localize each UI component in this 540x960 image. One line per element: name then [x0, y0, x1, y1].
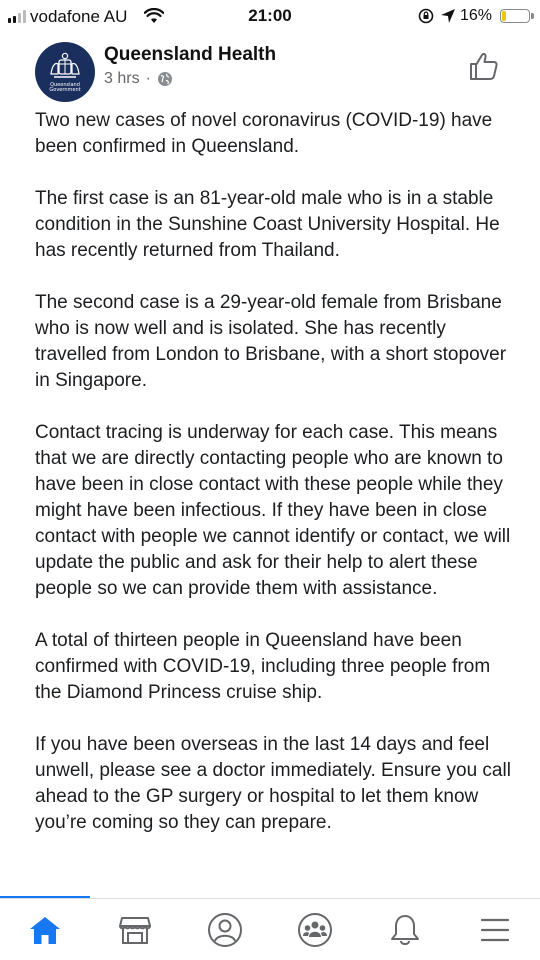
post-paragraph: Two new cases of novel coronavirus (COVID-19) have been confirmed in Queensland. — [35, 110, 493, 157]
battery-icon — [500, 9, 530, 23]
page-name[interactable]: Queensland Health — [104, 44, 277, 65]
status-bar — [0, 0, 540, 34]
meta-separator: · — [145, 70, 151, 87]
post-paragraph: If you have been overseas in the last 14 days and feel unwell, please see a doctor immediately. Ensure you call ahead to the GP surgery or hospital to let them know you’re coming so they can prepare. — [35, 734, 511, 833]
marketplace-icon — [118, 914, 152, 946]
tab-home[interactable] — [0, 899, 90, 960]
post-paragraph: Contact tracing is underway for each case. This means that we are directly contacting people who are known to have been in close contact with these people while they might have been infectious. If they have been in close contact with people we cannot identify or contact, we will update the public and ask for their help to alert these people so we can provide them with assistance. — [35, 422, 511, 599]
groups-icon — [297, 912, 333, 948]
bottom-tab-bar — [0, 898, 540, 960]
globe-icon — [157, 71, 173, 87]
bell-icon — [389, 913, 421, 947]
carrier-name: vodafone AU — [30, 7, 128, 26]
battery-percent: 16% — [460, 7, 493, 24]
tab-groups[interactable] — [270, 899, 360, 960]
post-paragraph: A total of thirteen people in Queensland have been confirmed with COVID-19, including three people from the Diamond Princess cruise ship. — [35, 630, 491, 703]
post-meta — [104, 70, 173, 88]
location-icon — [440, 8, 456, 24]
clock: 21:00 — [248, 6, 292, 25]
like-icon[interactable] — [468, 50, 500, 82]
tab-profile[interactable] — [180, 899, 270, 960]
post-header — [0, 36, 540, 108]
menu-icon — [480, 917, 510, 943]
post-paragraph: The second case is a 29-year-old female from Brisbane who is now well and is isolated. She has recently travelled from London to Brisbane, with a short stopover in Singapore. — [35, 292, 507, 391]
avatar-caption: Queensland Government — [49, 81, 81, 93]
post-paragraph: The first case is an 81-year-old male who is in a stable condition in the Sunshine Coast University Hospital. He has recently returned from Thailand. — [35, 188, 500, 261]
post-body — [35, 108, 515, 893]
tab-marketplace[interactable] — [90, 899, 180, 960]
post-timestamp[interactable]: 3 hrs — [104, 70, 140, 87]
coat-of-arms-icon — [48, 52, 82, 82]
tab-notifications[interactable] — [360, 899, 450, 960]
tab-menu[interactable] — [450, 899, 540, 960]
home-icon — [28, 914, 62, 946]
profile-icon — [207, 912, 243, 948]
rotation-lock-icon — [418, 8, 434, 24]
page-avatar[interactable] — [35, 42, 95, 102]
